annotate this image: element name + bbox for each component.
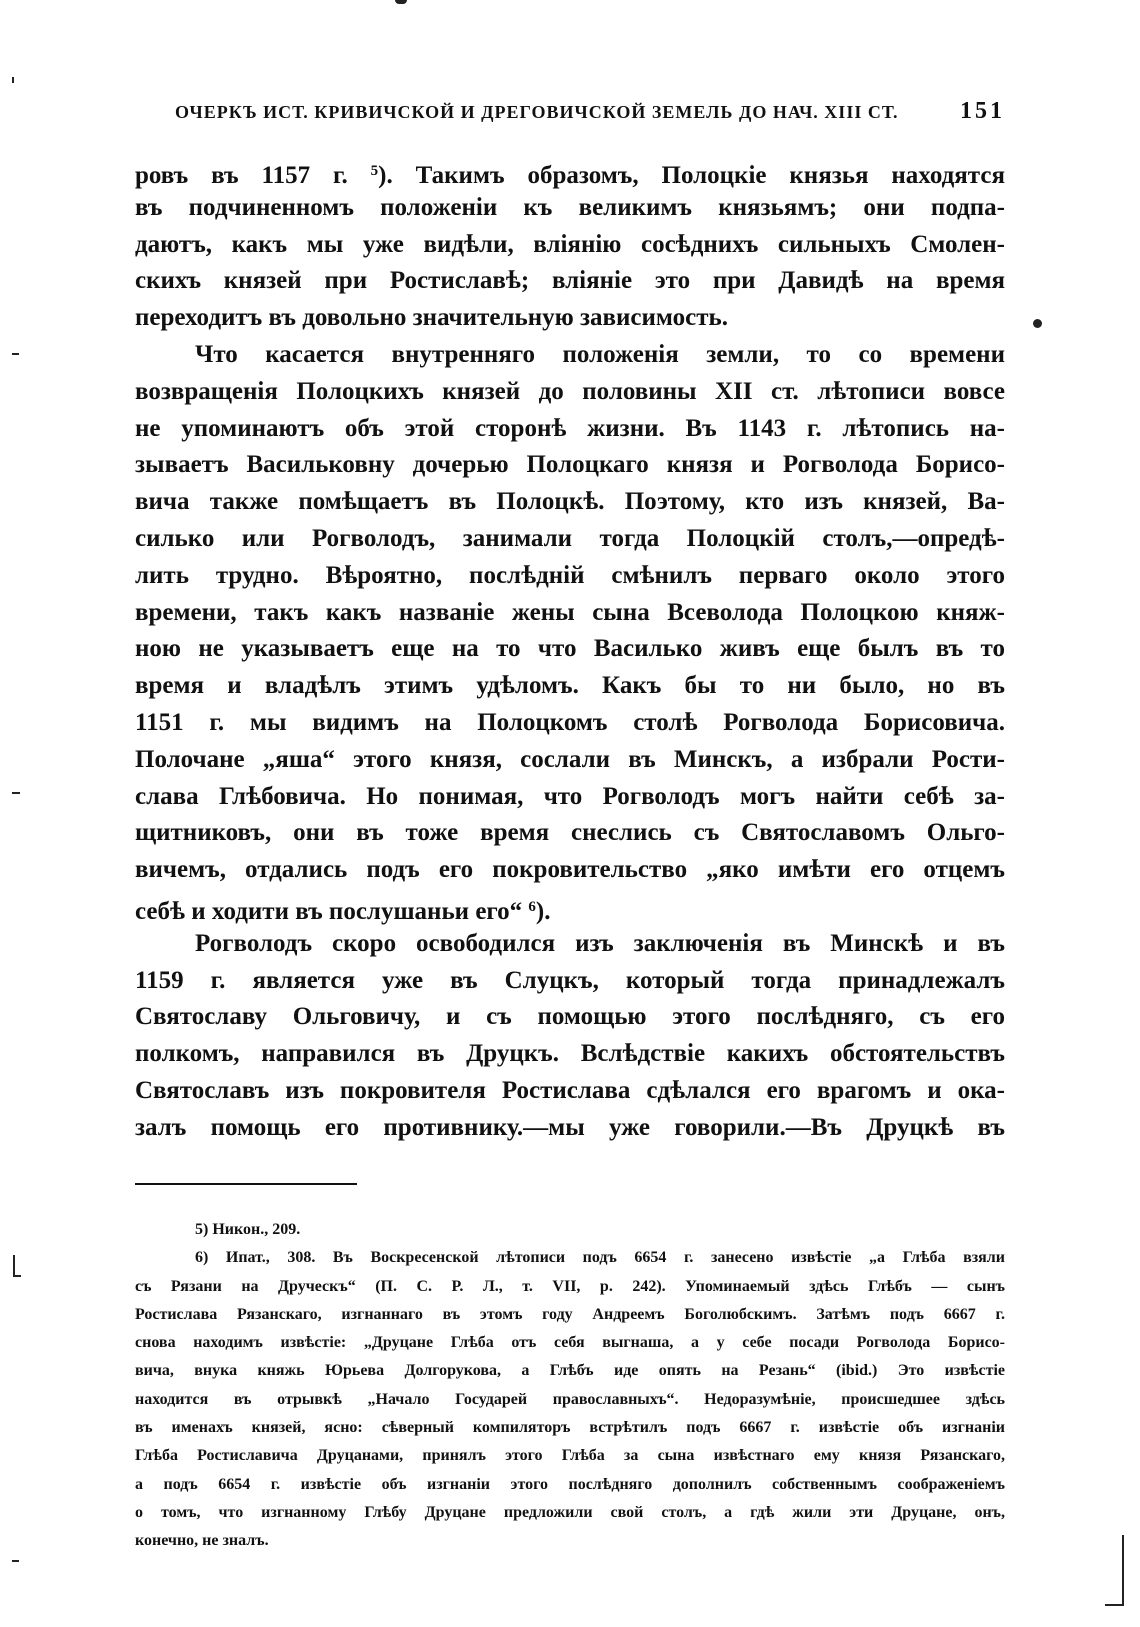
text-line: залъ помощь его противнику.—мы уже говорили.—Въ Друцкѣ въ: [135, 1113, 1005, 1141]
footnote-line: конечно, не зналъ.: [135, 1532, 269, 1550]
footnote-line: снова находимъ извѣстіе: „Друцане Глѣба отъ себя выгнаша, а у себе посади Рогволода Борисо-: [135, 1334, 1005, 1352]
scan-mark: [12, 1560, 19, 1562]
footnote-line: о томъ, что изгнанному Глѣбу Друцане предложили свой столъ, а гдѣ жили эти Друцане, онъ,: [135, 1503, 1005, 1521]
main-text: [135, 153, 1005, 1147]
text-line: даютъ, какъ мы уже видѣли, вліянію сосѣднихъ сильныхъ Смолен-: [135, 230, 1005, 258]
footnote-line: вича, внука княжь Юрьева Долгорукова, а Глѣбъ иде опять на Резань“ (ibid.) Это извѣстіе: [135, 1362, 1005, 1380]
footnote-ref-5[interactable]: 5: [370, 163, 379, 179]
page-number: 151: [960, 98, 1005, 124]
text-line: не упоминаютъ объ этой сторонѣ жизни. Въ 1143 г. лѣтопись на-: [135, 414, 1005, 442]
text-line: Полочане „яша“ этого князя, сослали въ Минскъ, а избрали Рости-: [135, 745, 1005, 773]
text-line: полкомъ, направился въ Друцкъ. Вслѣдствіе какихъ обстоятельствъ: [135, 1040, 1005, 1068]
text-line: въ подчиненномъ положеніи къ великимъ князьямъ; они подпа-: [135, 193, 1005, 221]
text-line: щитниковъ, они въ тоже время снеслись съ Святославомъ Ольго-: [135, 819, 1005, 847]
text-line: ною не указываетъ еще на то что Василько живъ еще былъ въ то: [135, 635, 1005, 663]
running-title: ОЧЕРКЪ ИСТ. КРИВИЧСКОЙ И ДРЕГОВИЧСКОЙ ЗЕМЕЛЬ ДО НАЧ. XIII СТ.: [175, 102, 899, 122]
text-line: зываетъ Васильковну дочерью Полоцкаго князя и Рогволода Борисо-: [135, 451, 1005, 479]
scan-mark: [13, 1275, 21, 1277]
footnote-line: а подъ 6654 г. извѣстіе объ изгнаніи этого послѣдняго дополнилъ собственнымъ соображеніемъ: [135, 1475, 1005, 1493]
text-line: слава Глѣбовича. Но понимая, что Рогволодъ могъ найти себѣ за-: [135, 782, 1005, 810]
footnote-line: въ именахъ князей, ясно: сѣверный компиляторъ встрѣтилъ подъ 6667 г. извѣстіе объ изгнаніи: [135, 1419, 1005, 1437]
footnote-separator: [135, 1183, 357, 1185]
text-line: лить трудно. Вѣроятно, послѣдній смѣнилъ перваго около этого: [135, 561, 1005, 589]
footnote-5: 5) Никон., 209.: [195, 1221, 301, 1238]
text-line: переходитъ въ довольно значительную зависимость.: [135, 304, 728, 332]
scan-mark: [12, 77, 14, 83]
footnote-line: Глѣба Ростиславича Друцанами, принялъ этого Глѣба за сына извѣстнаго ему князя Рязанскаго,: [135, 1447, 1005, 1465]
footnote-line: Ростислава Рязанскаго, изгнаннаго въ этомъ году Андреемъ Боголюбскимъ. Затѣмъ подъ 6667 г.: [135, 1305, 1005, 1323]
scan-mark: [1122, 1535, 1124, 1605]
footnote-6: 6) Ипат., 308. Въ Воскресенской лѣтописи подъ 6654 г. занесено извѣстіе „а Глѣба взяли: [195, 1249, 1005, 1267]
text-line: 1159 г. является уже въ Слуцкъ, который тогда принадлежалъ: [135, 966, 1005, 994]
footnote-line: съ Рязани на Друческъ“ (П. С. Р. Л., т. VII, р. 242). Упоминаемый здѣсь Глѣбъ — сынъ: [135, 1277, 1005, 1295]
text-line: Святославъ изъ покровителя Ростислава сдѣлался его врагомъ и ока-: [135, 1076, 1005, 1104]
scan-mark: [13, 1255, 15, 1275]
scan-mark: [12, 792, 20, 794]
text-line: Святославу Ольговичу, и съ помощью этого послѣдняго, съ его: [135, 1003, 1005, 1031]
text-line: время и владѣлъ этимъ удѣломъ. Какъ бы то ни было, но въ: [135, 672, 1005, 700]
text-line: времени, такъ какъ названіе жены сына Всеволода Полоцкою княж-: [135, 598, 1005, 626]
scan-mark: [395, 0, 407, 4]
paragraph-start: Рогволодъ скоро освободился изъ заключенія въ Минскѣ и въ: [195, 929, 1005, 957]
footnote-ref-6[interactable]: 6: [528, 898, 536, 915]
scan-mark: [1105, 1604, 1124, 1606]
text-line: ровъ въ 1157 г. $^5$). Такимъ образомъ, Полоцкіе князья находятся: [135, 162, 1006, 189]
footnotes: [135, 1216, 1005, 1556]
text-line: силько или Рогволодъ, занимали тогда Полоцкій столъ,—опредѣ-: [135, 524, 1005, 552]
scan-mark: [12, 353, 19, 355]
text-line: скихъ князей при Ростиславѣ; вліяніе это при Давидѣ на время: [135, 267, 1005, 295]
text-line: вичемъ, отдались подъ его покровительство „яко имѣти его отцемъ: [135, 856, 1005, 884]
paragraph-start: Что касается внутренняго положенія земли, то со времени: [195, 340, 1005, 368]
scan-dot: [1033, 319, 1042, 328]
text-line: 1151 г. мы видимъ на Полоцкомъ столѣ Рогволода Борисовича.: [135, 708, 1005, 736]
running-header: [175, 98, 1005, 125]
text-line: себѣ и ходити въ послушаньи его“ $^6$).: [135, 897, 551, 925]
footnote-line: находится въ отрывкѣ „Начало Государей православныхъ“. Недоразумѣніе, происшедшее здѣсь: [135, 1390, 1005, 1408]
text-line: возвращенія Полоцкихъ князей до половины XII ст. лѣтописи вовсе: [135, 377, 1005, 405]
text-line: вича также помѣщаетъ въ Полоцкѣ. Поэтому, кто изъ князей, Ва-: [135, 488, 1005, 516]
